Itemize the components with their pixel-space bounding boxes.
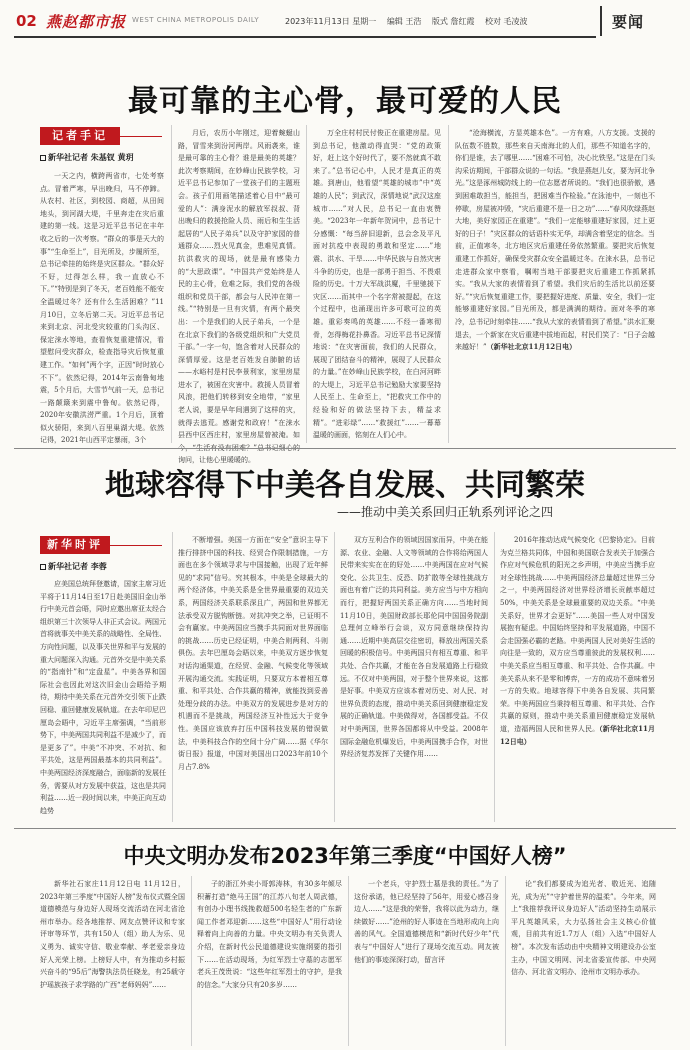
issue-date: 2023年11月13日 星期一 — [285, 17, 377, 26]
article1-headline: 最可靠的主心骨，最可爱的人民 — [128, 84, 562, 119]
article2-column-3: 双方互利合作的领域因国家而异，中美在能源、农业、金融、人文等领域的合作将给两国人民带来实实在在的好处……中美两国在应对气候变化、公共卫生、反恐、防扩散等全球性挑战方面也有着广泛的共同利益。美方应当与中方相向而行，把握好两国关系正确方向……当地时间11月10日，美国财政部长耶伦同中国国务院副总理何立峰举行会谈，双方同意继续保持沟通……近期中美高层交往密切，释放出两国关系回暖的积极信号。中美两国只有相互尊重、和平共处、合作共赢，才能在各自发展道路上行稳致远。不仅对中美两国，对于整个世界来说，这都是好事。中美双方应该本着对历史、对人民、对世界负责的态度，推动中美关系回到健康稳定发展的正确轨道。中美做得对，各国都受益。不仅对中美两国，世界各国都将从中受益。2008年国际金融危机爆发后，中美两国携手合作，对世界经济复苏发挥了关键作用…… — [340, 536, 488, 759]
editor: 编辑 王浩 — [386, 17, 422, 26]
column-divider — [172, 532, 173, 822]
article2-subheadline: ——推动中美关系回归正轨系列评论之四 — [336, 505, 553, 519]
column-divider — [505, 876, 506, 1046]
article1-column-1: 一天之内，横跨两省市，七处考察点。冒着严寒，早出晚归，马不停蹄。从农村、社区，到校园、商超，从田间地头，到河湖大堤，千里奔走在灾后重建的第一线。这是习近平总书记在丰年收之后的一次考察。“群众的事是天大的事”“生命至上”，目光所及，步履所至，总书记牵挂的始终是灾区群众。“群众好不好，过得怎么样，我一直放心不下。”“特别是到了冬天，老百姓能不能安全温暖过冬？还有什么生活困难？”11月10日，立冬后第二天。习近平总书记来到北京、河北受灾较重的门头沟区、保定涞水等地，查看恢复重建情况，看望慰问受灾群众，检查指导灾后恢复重建工作。“如何”两个字，正因“时时放心不下”。依然记得，2014年云南鲁甸地震，5个月后，大雪节气前一天，总书记一路颠簸来到震中鲁甸。依然记得，2020年安徽洪涝严重。1个月后，顶着似火骄阳，来到八百里巢湖大堤。依然记得，2021年山西平定暴雨，3个 — [40, 172, 164, 445]
article1-tag-rule — [120, 136, 162, 137]
column-divider — [334, 532, 335, 822]
issue-info — [285, 16, 536, 27]
section-rule — [14, 828, 676, 829]
section-name: 要闻 — [612, 13, 645, 31]
article2-end-note: （新华社北京11月12日电） — [500, 723, 655, 746]
article3-column-3: 一个老兵，守护烈士墓是我的责任。”为了这份承诺，他已经坚持了56年，用爱心感召身边人……“这是我的荣誉，我将以此为动力，继续做好……”沧州的好人事迹在当地形成向上向善的风气。全国道德模范和“新时代好少年”代表与“中国好人”进行了现场交流互动。网友被他们的事迹深深打动，留言评 — [354, 880, 499, 964]
article1-column-3: 万全庄村村民付俊正在重建房屋。见到总书记，他激动得直哭：“党的政策好，赶上这个好时代了，要不然就真不敢来了。”总书记心中，人民才是真正的英雄。到唐山，他看望“英雄的城市”中“英雄的人民”；到武汉，深情地说“武汉这座城市……”对人民，总书记一直由衷赞美。“2023年一年新年贺词中，总书记十分感慨：“每当辞旧迎新，总会念及平凡面对抗疫中表现的勇敢和坚定……”地震、洪水、干旱……中华民族与自然灾害斗争的历史，也是一部勇于担当、不畏艰险的历史。十万大军战洪魔，千里驰援下灾区……而其中一个名字常被提起，在这个过程中，也涌现出许多可歌可泣的英雄。重彩奏鸣的英雄……不经一番寒彻骨，怎得梅花扑鼻香。习近平总书记深情地说：“在灾害面前，我们的人民群众，展现了团结奋斗的精神，展现了人民群众的力量。”在妙峰山民族学校，在白河河畔的大堤上，习近平总书记勉励大家要坚持人民至上、生命至上，“把救灾工作中的经验和好的做法坚持下去，精益求精”。“进彩绿”……“救援红”……一幕幕温暖的画面，铭刻在人们心中。 — [313, 129, 441, 440]
column-divider — [448, 125, 449, 443]
article3-column-1: 新华社石家庄11月12日电 11月12日，2023年第三季度“中国好人榜”发布仪式暨全国道德模范与身边好人现场交流活动在河北省沧州市举办。经各地推荐、网友点赞评议和专家评审等环节，共有150人（组）助人为乐、见义勇为、诚实守信、敬业奉献、孝老爱亲身边好人光荣上榜。上榜好人中，有为推动乡村振兴奋斗的“95后”海警执法员任晓龙，有25载守护瑶族孩子求学路的广西“老师妈妈”…… — [40, 880, 185, 989]
article1-tag: 记者手记 — [40, 127, 120, 145]
article2-byline: 新华社记者 李蓉 — [40, 561, 107, 572]
article2-column-4: 2016年推动达成气候变化《巴黎协定》。目前为克兰格共同体，中国和美国联合发表关于加强合作应对气候危机的阳光之乡声明，中美应当携手应对全球性挑战……中美两国经济总量超过世界三分之一，中美两国经济对世界经济增长贡献率超过50%，中美关系是全球最重要的双边关系。“中美关系好，世界才会更好”……美国一些人对中国发展抱有疑虑。中国始终坚持和平发展道路，中国不会走国强必霸的老路。中美两国人民对美好生活的向往是一致的，双方应当尊重彼此的发展权利……中美关系应当相互尊重、和平共处、合作共赢。中美关系从来不是零和博弈，一方的成功不意味着另一方的失败。地球容得下中美各自发展、共同繁荣。中美两国应当秉持相互尊重、和平共处、合作共赢的原则，推动中美关系重回健康稳定发展轨道，造福两国人民和世界人民。（新华社北京11月12日电） — [500, 536, 655, 746]
column-divider — [494, 532, 495, 822]
article2-column-2: 不断增强。美国一方面在“安全”意识主导下推行排挤中国的科技、经贸合作限制措施，一方面也在多个领域寻求与中国接触，出现了近年鲜见的“求同”信号。究其根本，中美是全球最大的两个经济体，中美关系是全世界最重要的双边关系，两国经济关系联系深且广，两国和世界都无法承受双方脱钩断链。对抗冲突之举，已证明不会有赢家。中美两国应当携手共同面对世界面临的挑战……历史已经证明，中美合则两利、斗则俱伤。去年巴厘岛会晤以来，中美双方逐步恢复对话沟通渠道，在经贸、金融、气候变化等领域开展沟通交流。实践证明，只要双方本着相互尊重、和平共处、合作共赢的精神，就能找到妥善处理分歧的办法。中美双方的发展进步是对方的机遇而不是挑战，两国经济互补性远大于竞争性。美国应该放弃打压中国科技发展的错误做法，中美科技合作的空间十分广阔……据《华尔街日报》报道，中国对美国出口2023年前10个月占7.8% — [178, 536, 328, 771]
article2-column-1: 应美国总统拜登邀请，国家主席习近平将于11月14日至17日赴美国旧金山举行中美元首会晤，同时应邀出席亚太经合组织第三十次领导人非正式会议。两国元首将就事关中美关系的战略性、全局性、方向性问题，以及事关世界和平与发展的重大问题深入沟通。元首外交是中美关系的“指南针”和“定盘星”。中美各界和国际社会也因此对这次旧金山会晤给予期待，期待中美关系在元首外交引领下止跌回稳、重回健康发展轨道。在去年印尼巴厘岛会晤中，习近平主席强调，“当前形势下，中美两国共同利益不是减少了，而是更多了”。中美“不冲突、不对抗、和平共处，这是两国最基本的共同利益”。中美两国经济深度融合，面临新的发展任务，需要从对方发展中获益，这也是共同利益……近一段时间以来，中美正向互动趋势 — [40, 580, 166, 815]
paper-name-english: WEST CHINA METROPOLIS DAILY — [132, 16, 260, 24]
article2-tag: 新华时评 — [40, 536, 110, 554]
section-box — [600, 6, 674, 36]
article1-column-2: 月后，农历小年刚过，迎着蜿蜒山路，冒雪来到汾河两岸。风雨袭来，谁是最可靠的主心骨？谁是最美的英雄？此次考察期间，在妙峰山民族学校，习近平总书记参加了一堂孩子们的主题班会。孩子们用画笔描述着心目中“最可爱的人”：满身泥水的解放军叔叔、背出晚归的救援抢险人员、雨后和生生活起居的“人民子弟兵”以及守护家园的普通群众……烈火见真金，患难见真情。抗洪救灾的现场，就是最有感染力的“大思政课”。“中国共产党始终是人民的主心骨，危难之际，我们党的各级组织和党员干部，都会与人民冲在第一线。”“特别是一旦有灾情，有两个最突出：一个是我们的人民子弟兵，一个是在北京下我们的各级党组织和广大党员干部。”一字一句，饱含着对人民群众的深情厚爱。这是老百姓发自肺腑的话——水峪村是村民李景利家，家里房屋进水了，被困在灾害中。救援人员冒着风浪，把他们转移到安全地带，“家里老人说，要是早年间遇到了这样的灾，就得去逃荒。感谢党和政府！”在涞水县西中区西庄村，家里房屋曾被淹。如 询问，让他心里暖暖的。 — [178, 129, 300, 465]
column-divider — [171, 125, 172, 443]
article3-column-4: 论“我们都要成为追光者、敬近光、追随光，成为光”“守护着世界的温柔”。今年来，网上“我推荐我评议身边好人”活动坚持生动展示平凡英雄风采，大力弘扬社会主义核心价值观，目前共有近1.7万人（组）入选“中国好人榜”。本次发布活动由中央精神文明建设办公室主办，中国文明网、河北省委宣传部、中央网信办、河北省文明办、沧州市文明办承办。 — [511, 880, 656, 977]
masthead-rule — [14, 36, 596, 38]
column-divider — [306, 125, 307, 443]
proofreader: 校对 毛凌波 — [485, 17, 528, 26]
article3-column-2: 子的浙江外卖小哥郭涛林，有30多年倾尽积蓄打造“绝马王国”的江苏八旬老人周武德，有创办小理书线挽救超500名轻生者的广东新闻工作者邓迎新……这些“中国好人”用行动诠释着向上向善的力量。中央文明办有关负责人介绍，在新时代公民道德建设实施纲要的指引下……在活动现场，为红军烈士守墓的志愿军老兵王茂贵说：“这些年红军烈士的守护，是我的信念。”大家分只有20多岁…… — [197, 880, 342, 989]
masthead — [0, 0, 690, 44]
column-divider — [348, 876, 349, 1046]
article2-tag-rule — [110, 545, 162, 546]
article1-end-note: （新华社北京11月12日电） — [486, 342, 577, 352]
article2-headline: 地球容得下中美各自发展、共同繁荣 — [105, 468, 585, 503]
page-number: 02 — [16, 12, 37, 30]
byline-square-icon — [40, 155, 46, 161]
article3-headline: 中央文明办发布2023年第三季度“中国好人榜” — [123, 844, 567, 868]
column-divider — [191, 876, 192, 1046]
section-rule — [14, 448, 676, 449]
article1-column-4: “沧海横流，方显英雄本色”。一方有难，八方支援。支援的队伍数不胜数，那些来自天南海北的人们，那些不知道名字的，你们是谁，去了哪里……“困难不可怕，决心比铁坚。”这是在门头沟采访期间，干部群众说的一句话。“我是燕赵儿女，要为河北争光。”这是涿州城防线上的一位志愿者所说的。“我们也很骄傲，遇到困难敢担当，能担当，把困难当作检验。”在泳池中，一刻也不停歇，房屋被冲毁，“灾后重建不是一日之功”……“春风吹绿燕赵大地，美好家园正在重建”。“我们一定能够重建好家园，过上更好的日子！”灾区群众的话语朴实无华，却满含着坚定的信念。当前，正值寒冬，北方地区灾后重建任务依然繁重。要把灾后恢复重建工作抓好，确保受灾群众安全温暖过冬。在涞水县，总书记走进群众家中察看，嘱咐当地干部要把灾后重建工作抓紧抓实。“我从大家的表情看到了希望。我们灾后的生活比以前还要好。”“灾后恢复重建工作，要把握好进度、质量、安全，我们一定能够重建好家园。”目光所及，都是满满的期待。面对冬季的寒冷，总书记时刻牵挂……“我从大家的表情看到了希望。”洪水汇聚退去，一个新家在灾后重建中拔地而起，村民们笑了：“日子会越来越好！”（新华社北京11月12日电） — [455, 129, 655, 352]
paper-name-logo: 燕赵都市报 — [46, 13, 127, 31]
layout-editor: 版式 詹红霞 — [431, 17, 475, 26]
article1-byline: 新华社记者 朱基钗 黄玥 — [40, 152, 134, 163]
byline-square-icon — [40, 564, 46, 570]
